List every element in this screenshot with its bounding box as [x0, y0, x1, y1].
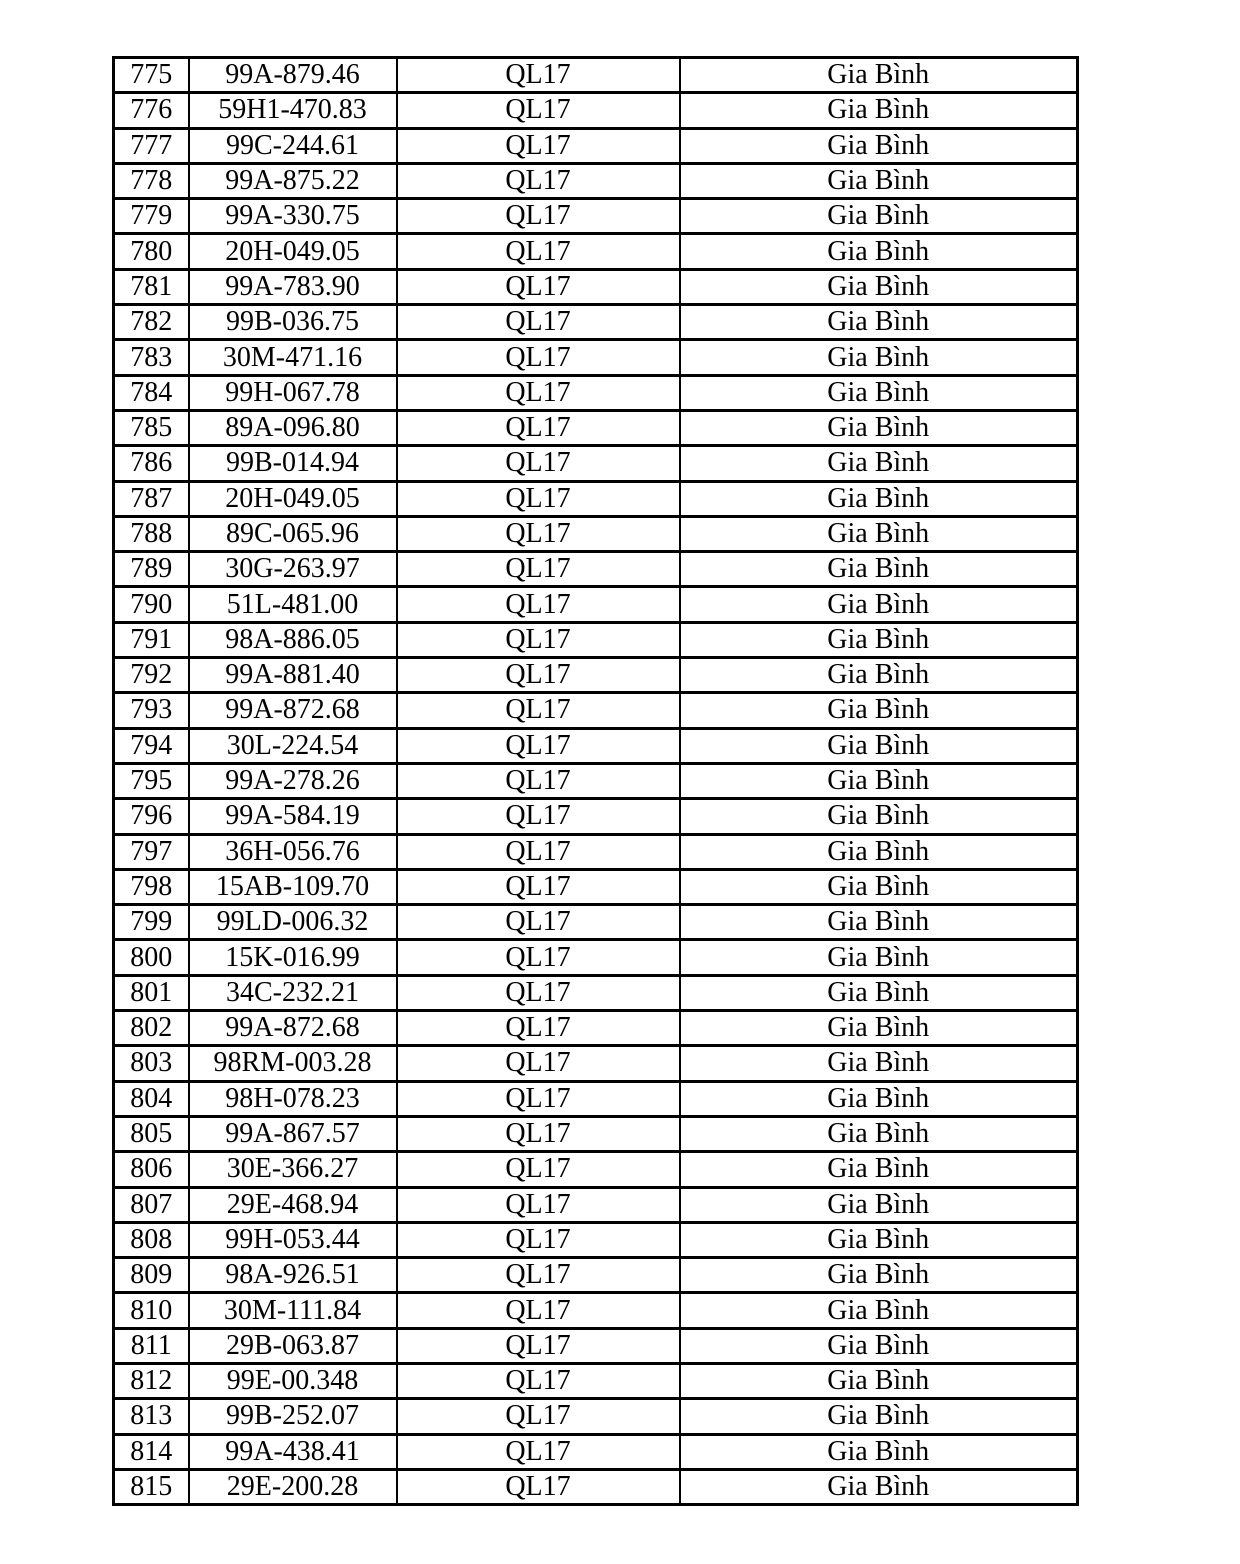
- row-number-cell: 810: [114, 1293, 189, 1328]
- table-row: [114, 975, 1078, 1010]
- table-row: [114, 658, 1078, 693]
- row-number-cell: 793: [114, 693, 189, 728]
- district-cell: Gia Bình: [680, 375, 1078, 410]
- row-number-cell: 788: [114, 516, 189, 551]
- row-number-cell: 779: [114, 199, 189, 234]
- route-cell: QL17: [397, 728, 680, 763]
- district-cell: Gia Bình: [680, 1293, 1078, 1328]
- route-cell: QL17: [397, 940, 680, 975]
- license-plate-cell: 15K-016.99: [189, 940, 397, 975]
- table-row: [114, 234, 1078, 269]
- table-row: [114, 305, 1078, 340]
- table-row: [114, 199, 1078, 234]
- row-number-cell: 814: [114, 1434, 189, 1469]
- route-cell: QL17: [397, 269, 680, 304]
- table-row: [114, 269, 1078, 304]
- table-body: [114, 58, 1078, 1505]
- row-number-cell: 800: [114, 940, 189, 975]
- table-row: [114, 1187, 1078, 1222]
- row-number-cell: 782: [114, 305, 189, 340]
- row-number-cell: 784: [114, 375, 189, 410]
- district-cell: Gia Bình: [680, 128, 1078, 163]
- table-row: [114, 1258, 1078, 1293]
- license-plate-cell: 98H-078.23: [189, 1081, 397, 1116]
- route-cell: QL17: [397, 763, 680, 798]
- license-plate-cell: 30M-471.16: [189, 340, 397, 375]
- district-cell: Gia Bình: [680, 163, 1078, 198]
- route-cell: QL17: [397, 128, 680, 163]
- district-cell: Gia Bình: [680, 481, 1078, 516]
- district-cell: Gia Bình: [680, 658, 1078, 693]
- district-cell: Gia Bình: [680, 975, 1078, 1010]
- license-plate-cell: 99C-244.61: [189, 128, 397, 163]
- table-row: [114, 728, 1078, 763]
- row-number-cell: 809: [114, 1258, 189, 1293]
- district-cell: Gia Bình: [680, 1011, 1078, 1046]
- row-number-cell: 795: [114, 763, 189, 798]
- table-row: [114, 1469, 1078, 1504]
- table-row: [114, 1434, 1078, 1469]
- district-cell: Gia Bình: [680, 587, 1078, 622]
- table-row: [114, 622, 1078, 657]
- table-row: [114, 799, 1078, 834]
- district-cell: Gia Bình: [680, 199, 1078, 234]
- table-row: [114, 1046, 1078, 1081]
- row-number-cell: 812: [114, 1363, 189, 1398]
- district-cell: Gia Bình: [680, 622, 1078, 657]
- district-cell: Gia Bình: [680, 728, 1078, 763]
- license-plate-cell: 99H-067.78: [189, 375, 397, 410]
- route-cell: QL17: [397, 1116, 680, 1151]
- table-row: [114, 940, 1078, 975]
- route-cell: QL17: [397, 481, 680, 516]
- route-cell: QL17: [397, 622, 680, 657]
- row-number-cell: 801: [114, 975, 189, 1010]
- district-cell: Gia Bình: [680, 1258, 1078, 1293]
- route-cell: QL17: [397, 587, 680, 622]
- table-row: [114, 869, 1078, 904]
- license-plate-cell: 51L-481.00: [189, 587, 397, 622]
- district-cell: Gia Bình: [680, 93, 1078, 128]
- table-row: [114, 693, 1078, 728]
- route-cell: QL17: [397, 1187, 680, 1222]
- district-cell: Gia Bình: [680, 1152, 1078, 1187]
- route-cell: QL17: [397, 1222, 680, 1257]
- row-number-cell: 803: [114, 1046, 189, 1081]
- table-row: [114, 1116, 1078, 1151]
- row-number-cell: 807: [114, 1187, 189, 1222]
- table-row: [114, 163, 1078, 198]
- district-cell: Gia Bình: [680, 1399, 1078, 1434]
- district-cell: Gia Bình: [680, 940, 1078, 975]
- license-plate-cell: 36H-056.76: [189, 834, 397, 869]
- district-cell: Gia Bình: [680, 1116, 1078, 1151]
- district-cell: Gia Bình: [680, 516, 1078, 551]
- route-cell: QL17: [397, 1011, 680, 1046]
- district-cell: Gia Bình: [680, 1328, 1078, 1363]
- district-cell: Gia Bình: [680, 905, 1078, 940]
- row-number-cell: 785: [114, 410, 189, 445]
- license-plate-cell: 29E-200.28: [189, 1469, 397, 1504]
- row-number-cell: 808: [114, 1222, 189, 1257]
- license-plate-cell: 99LD-006.32: [189, 905, 397, 940]
- table-row: [114, 834, 1078, 869]
- route-cell: QL17: [397, 834, 680, 869]
- route-cell: QL17: [397, 905, 680, 940]
- district-cell: Gia Bình: [680, 693, 1078, 728]
- license-plate-cell: 89A-096.80: [189, 410, 397, 445]
- district-cell: Gia Bình: [680, 58, 1078, 93]
- route-cell: QL17: [397, 305, 680, 340]
- district-cell: Gia Bình: [680, 1363, 1078, 1398]
- route-cell: QL17: [397, 375, 680, 410]
- district-cell: Gia Bình: [680, 410, 1078, 445]
- row-number-cell: 783: [114, 340, 189, 375]
- license-plate-cell: 20H-049.05: [189, 234, 397, 269]
- route-cell: QL17: [397, 199, 680, 234]
- table-row: [114, 1011, 1078, 1046]
- row-number-cell: 806: [114, 1152, 189, 1187]
- route-cell: QL17: [397, 869, 680, 904]
- row-number-cell: 790: [114, 587, 189, 622]
- license-plate-cell: 99B-014.94: [189, 446, 397, 481]
- license-plate-cell: 99B-036.75: [189, 305, 397, 340]
- vehicle-plate-table: [112, 56, 1079, 1506]
- license-plate-cell: 99B-252.07: [189, 1399, 397, 1434]
- license-plate-cell: 98RM-003.28: [189, 1046, 397, 1081]
- license-plate-cell: 99A-872.68: [189, 1011, 397, 1046]
- row-number-cell: 802: [114, 1011, 189, 1046]
- route-cell: QL17: [397, 1081, 680, 1116]
- district-cell: Gia Bình: [680, 1434, 1078, 1469]
- license-plate-cell: 15AB-109.70: [189, 869, 397, 904]
- route-cell: QL17: [397, 340, 680, 375]
- row-number-cell: 799: [114, 905, 189, 940]
- route-cell: QL17: [397, 1152, 680, 1187]
- table-row: [114, 446, 1078, 481]
- route-cell: QL17: [397, 1434, 680, 1469]
- route-cell: QL17: [397, 1046, 680, 1081]
- district-cell: Gia Bình: [680, 446, 1078, 481]
- table-row: [114, 552, 1078, 587]
- license-plate-cell: 99A-278.26: [189, 763, 397, 798]
- table-row: [114, 1293, 1078, 1328]
- license-plate-cell: 98A-926.51: [189, 1258, 397, 1293]
- district-cell: Gia Bình: [680, 763, 1078, 798]
- table-row: [114, 481, 1078, 516]
- route-cell: QL17: [397, 975, 680, 1010]
- table-row: [114, 128, 1078, 163]
- table-row: [114, 516, 1078, 551]
- table-row: [114, 1152, 1078, 1187]
- row-number-cell: 815: [114, 1469, 189, 1504]
- license-plate-cell: 98A-886.05: [189, 622, 397, 657]
- license-plate-cell: 34C-232.21: [189, 975, 397, 1010]
- row-number-cell: 786: [114, 446, 189, 481]
- route-cell: QL17: [397, 693, 680, 728]
- row-number-cell: 798: [114, 869, 189, 904]
- district-cell: Gia Bình: [680, 552, 1078, 587]
- license-plate-cell: 99A-783.90: [189, 269, 397, 304]
- route-cell: QL17: [397, 1293, 680, 1328]
- row-number-cell: 775: [114, 58, 189, 93]
- table-row: [114, 905, 1078, 940]
- route-cell: QL17: [397, 552, 680, 587]
- route-cell: QL17: [397, 163, 680, 198]
- district-cell: Gia Bình: [680, 1081, 1078, 1116]
- route-cell: QL17: [397, 1399, 680, 1434]
- table-row: [114, 410, 1078, 445]
- table-row: [114, 93, 1078, 128]
- route-cell: QL17: [397, 234, 680, 269]
- district-cell: Gia Bình: [680, 834, 1078, 869]
- license-plate-cell: 30G-263.97: [189, 552, 397, 587]
- license-plate-cell: 29E-468.94: [189, 1187, 397, 1222]
- route-cell: QL17: [397, 1328, 680, 1363]
- district-cell: Gia Bình: [680, 799, 1078, 834]
- route-cell: QL17: [397, 799, 680, 834]
- license-plate-cell: 99A-881.40: [189, 658, 397, 693]
- license-plate-cell: 59H1-470.83: [189, 93, 397, 128]
- district-cell: Gia Bình: [680, 269, 1078, 304]
- row-number-cell: 791: [114, 622, 189, 657]
- row-number-cell: 776: [114, 93, 189, 128]
- route-cell: QL17: [397, 410, 680, 445]
- row-number-cell: 787: [114, 481, 189, 516]
- row-number-cell: 813: [114, 1399, 189, 1434]
- district-cell: Gia Bình: [680, 1469, 1078, 1504]
- row-number-cell: 792: [114, 658, 189, 693]
- row-number-cell: 811: [114, 1328, 189, 1363]
- license-plate-cell: 89C-065.96: [189, 516, 397, 551]
- table-row: [114, 58, 1078, 93]
- row-number-cell: 804: [114, 1081, 189, 1116]
- table-row: [114, 1328, 1078, 1363]
- table-row: [114, 1399, 1078, 1434]
- table-row: [114, 375, 1078, 410]
- table-row: [114, 1222, 1078, 1257]
- district-cell: Gia Bình: [680, 1187, 1078, 1222]
- route-cell: QL17: [397, 1258, 680, 1293]
- license-plate-cell: 99A-330.75: [189, 199, 397, 234]
- district-cell: Gia Bình: [680, 1222, 1078, 1257]
- license-plate-cell: 29B-063.87: [189, 1328, 397, 1363]
- license-plate-cell: 99A-584.19: [189, 799, 397, 834]
- license-plate-cell: 30M-111.84: [189, 1293, 397, 1328]
- route-cell: QL17: [397, 58, 680, 93]
- license-plate-cell: 99H-053.44: [189, 1222, 397, 1257]
- license-plate-cell: 99A-879.46: [189, 58, 397, 93]
- table-row: [114, 587, 1078, 622]
- license-plate-cell: 99A-875.22: [189, 163, 397, 198]
- row-number-cell: 789: [114, 552, 189, 587]
- row-number-cell: 777: [114, 128, 189, 163]
- row-number-cell: 796: [114, 799, 189, 834]
- table-row: [114, 340, 1078, 375]
- license-plate-cell: 30E-366.27: [189, 1152, 397, 1187]
- route-cell: QL17: [397, 93, 680, 128]
- route-cell: QL17: [397, 658, 680, 693]
- district-cell: Gia Bình: [680, 340, 1078, 375]
- route-cell: QL17: [397, 1469, 680, 1504]
- district-cell: Gia Bình: [680, 305, 1078, 340]
- license-plate-cell: 99A-438.41: [189, 1434, 397, 1469]
- district-cell: Gia Bình: [680, 234, 1078, 269]
- route-cell: QL17: [397, 446, 680, 481]
- table-row: [114, 1081, 1078, 1116]
- row-number-cell: 794: [114, 728, 189, 763]
- row-number-cell: 805: [114, 1116, 189, 1151]
- row-number-cell: 780: [114, 234, 189, 269]
- row-number-cell: 781: [114, 269, 189, 304]
- license-plate-cell: 99E-00.348: [189, 1363, 397, 1398]
- district-cell: Gia Bình: [680, 869, 1078, 904]
- table-row: [114, 1363, 1078, 1398]
- route-cell: QL17: [397, 516, 680, 551]
- row-number-cell: 797: [114, 834, 189, 869]
- license-plate-cell: 99A-872.68: [189, 693, 397, 728]
- route-cell: QL17: [397, 1363, 680, 1398]
- table-row: [114, 763, 1078, 798]
- license-plate-cell: 20H-049.05: [189, 481, 397, 516]
- license-plate-cell: 99A-867.57: [189, 1116, 397, 1151]
- license-plate-cell: 30L-224.54: [189, 728, 397, 763]
- district-cell: Gia Bình: [680, 1046, 1078, 1081]
- row-number-cell: 778: [114, 163, 189, 198]
